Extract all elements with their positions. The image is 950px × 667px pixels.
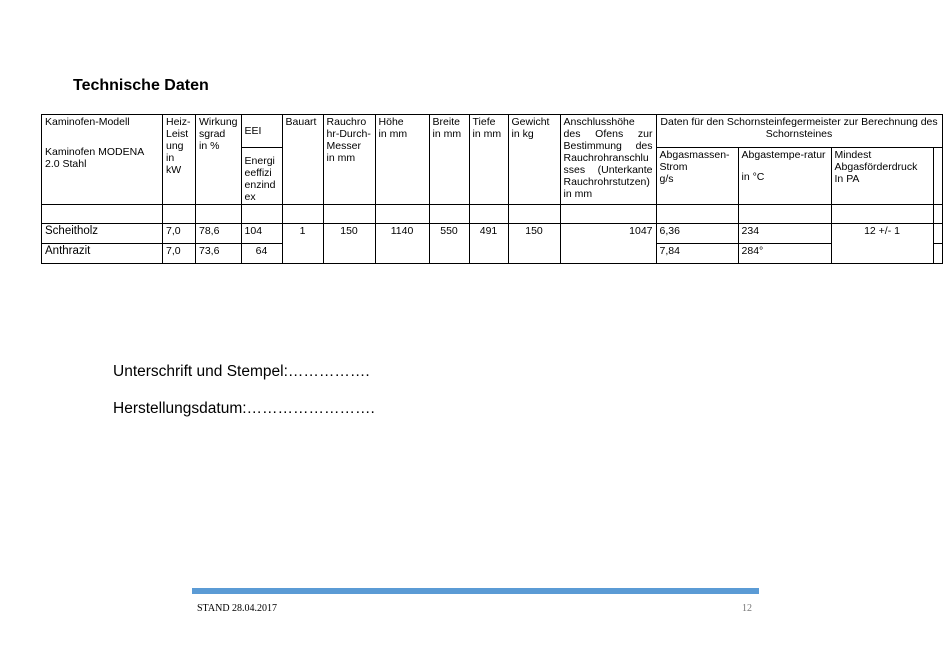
header-gewicht-unit: in kg xyxy=(511,128,534,140)
header-eei-label: EEI xyxy=(244,125,262,137)
header-abgasmassenstrom-unit: g/s xyxy=(659,173,674,185)
cell-heizleistung: 7,0 xyxy=(163,244,196,264)
header-model-label: Kaminofen-Modell xyxy=(45,116,130,128)
header-wirkungsgrad xyxy=(196,115,242,205)
cell-breite: 550 xyxy=(429,224,469,264)
header-tiefe-unit: in mm xyxy=(472,128,502,140)
header-abgasmassenstrom-label: Abgasmassen-Strom xyxy=(659,149,730,173)
header-gewicht xyxy=(508,115,560,205)
header-abgastemperatur-unit: in °C xyxy=(741,171,765,183)
footer-stand: STAND 28.04.2017 xyxy=(197,603,278,614)
header-wirkungsgrad-label: Wirkung sgrad xyxy=(199,116,238,140)
manufacture-date-line: Herstellungsdatum:……………………. xyxy=(113,400,375,417)
table-row xyxy=(42,224,943,244)
header-mindestfoerderdruck-label: Mindest Abgasförderdruck xyxy=(834,149,918,173)
cell-rauchrohr: 150 xyxy=(323,224,375,264)
header-tiefe-label: Tiefe xyxy=(472,116,496,128)
header-abgastemperatur xyxy=(738,148,831,205)
header-model xyxy=(42,115,163,205)
header-breite xyxy=(429,115,469,205)
cell-wirkungsgrad: 78,6 xyxy=(196,224,242,244)
technical-data-table xyxy=(41,114,943,264)
header-breite-label: Breite xyxy=(432,116,460,128)
header-mindestfoerderdruck xyxy=(831,148,933,205)
row-name: Scheitholz xyxy=(42,224,163,244)
table-row-empty xyxy=(42,205,943,224)
header-rauchrohr xyxy=(323,115,375,205)
cell-heizleistung: 7,0 xyxy=(163,224,196,244)
row-name: Anthrazit xyxy=(42,244,163,264)
cell-mindestfoerderdruck: 12 +/- 1 xyxy=(831,224,933,264)
cell-abgasmassenstrom: 7,84 xyxy=(656,244,738,264)
cell-abgasmassenstrom: 6,36 xyxy=(656,224,738,244)
cell-eei: 64 xyxy=(241,244,282,264)
header-rauchrohr-label: Rauchro hr-Durch-Messer xyxy=(326,116,371,152)
cell-bauart: 1 xyxy=(282,224,323,264)
header-abgasmassenstrom xyxy=(656,148,738,205)
header-breite-unit: in mm xyxy=(432,128,462,140)
header-eei-sub-label: Energi eeffizi enzind ex xyxy=(244,155,276,203)
header-bauart-label: Bauart xyxy=(285,116,317,128)
header-tiefe xyxy=(469,115,508,205)
header-heizleistung-label: Heiz-Leist ung xyxy=(166,116,191,152)
header-schornstein xyxy=(656,115,942,148)
header-anschlusshoehe xyxy=(560,115,656,205)
header-hoehe-unit: in mm xyxy=(378,128,408,140)
header-heizleistung xyxy=(163,115,196,205)
header-model-value: Kaminofen MODENA 2.0 Stahl xyxy=(45,146,144,170)
header-spacer xyxy=(933,148,942,205)
header-hoehe-label: Höhe xyxy=(378,116,404,128)
header-anschlusshoehe-unit: in mm xyxy=(563,188,593,200)
header-eei xyxy=(241,115,282,148)
header-bauart xyxy=(282,115,323,205)
cell-anschlusshoehe: 1047 xyxy=(560,224,656,264)
header-gewicht-label: Gewicht xyxy=(511,116,550,128)
cell-abgastemperatur: 284° xyxy=(738,244,831,264)
header-schornstein-label: Daten für den Schornsteinfegermeister zur Berechnung des Schornsteines xyxy=(660,116,938,140)
cell-spacer xyxy=(933,224,942,244)
page-number: 12 xyxy=(742,603,752,614)
header-eei-sub xyxy=(241,148,282,205)
cell-hoehe: 1140 xyxy=(375,224,429,264)
cell-abgastemperatur: 234 xyxy=(738,224,831,244)
page-title: Technische Daten xyxy=(73,77,209,94)
cell-spacer xyxy=(933,244,942,264)
header-mindestfoerderdruck-unit: In PA xyxy=(834,173,860,185)
header-anschlusshoehe-label: Anschlusshöhe des Ofens zur Bestimmung des Rauchrohranschlu sses (Unterkante Rauchrohrstutzen) xyxy=(563,116,653,188)
cell-eei: 104 xyxy=(241,224,282,244)
header-heizleistung-unit: in kW xyxy=(166,152,182,176)
header-rauchrohr-unit: in mm xyxy=(326,152,356,164)
cell-tiefe: 491 xyxy=(469,224,508,264)
cell-gewicht: 150 xyxy=(508,224,560,264)
header-wirkungsgrad-unit: in % xyxy=(199,140,220,152)
footer-bar xyxy=(192,588,759,594)
signature-line: Unterschrift und Stempel:……………. xyxy=(113,363,370,380)
header-hoehe xyxy=(375,115,429,205)
header-abgastemperatur-label: Abgastempe-ratur xyxy=(741,149,826,161)
cell-wirkungsgrad: 73,6 xyxy=(196,244,242,264)
